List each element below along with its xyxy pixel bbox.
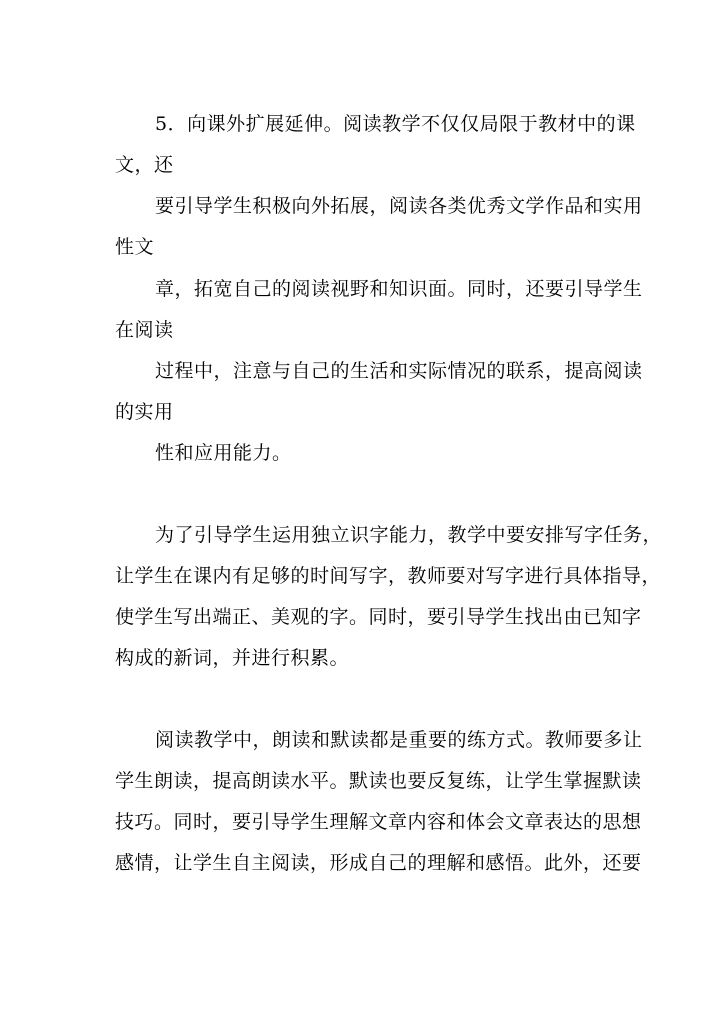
paragraph-1-line-6: 在阅读	[115, 319, 174, 341]
paragraph-3-line-4: 感情，让学生自主阅读，形成自己的理解和感悟。此外，还要	[115, 852, 642, 874]
paragraph-1-line-2: 文，还	[115, 154, 174, 176]
paragraph-2-line-3: 使学生写出端正、美观的字。同时，要引导学生找出由已知字	[115, 606, 642, 628]
paragraph-2-line-4: 构成的新词，并进行积累。	[115, 647, 350, 669]
paragraph-3-line-3: 技巧。同时，要引导学生理解文章内容和体会文章表达的思想	[115, 811, 642, 833]
paragraph-3-line-2: 学生朗读，提高朗读水平。默读也要反复练，让学生掌握默读	[115, 770, 642, 792]
paragraph-1-line-7: 过程中，注意与自己的生活和实际情况的联系，提高阅读	[155, 360, 643, 382]
paragraph-1-line-9: 性和应用能力。	[155, 442, 292, 464]
paragraph-2-line-1: 为了引导学生运用独立识字能力，教学中要安排写字任务，	[155, 524, 663, 546]
paragraph-1-line-8: 的实用	[115, 401, 174, 423]
paragraph-2-line-2: 让学生在课内有足够的时间写字，教师要对写字进行具体指导，	[115, 565, 662, 587]
paragraph-1-line-4: 性文	[115, 236, 155, 258]
paragraph-1-line-3: 要引导学生积极向外拓展，阅读各类优秀文学作品和实用	[155, 195, 643, 217]
paragraph-3-line-1: 阅读教学中，朗读和默读都是重要的练方式。教师要多让	[155, 729, 643, 751]
paragraph-1-line-5: 章，拓宽自己的阅读视野和知识面。同时，还要引导学生	[155, 278, 643, 300]
paragraph-1-line-1: 5．向课外扩展延伸。阅读教学不仅仅局限于教材中的课	[155, 113, 636, 135]
